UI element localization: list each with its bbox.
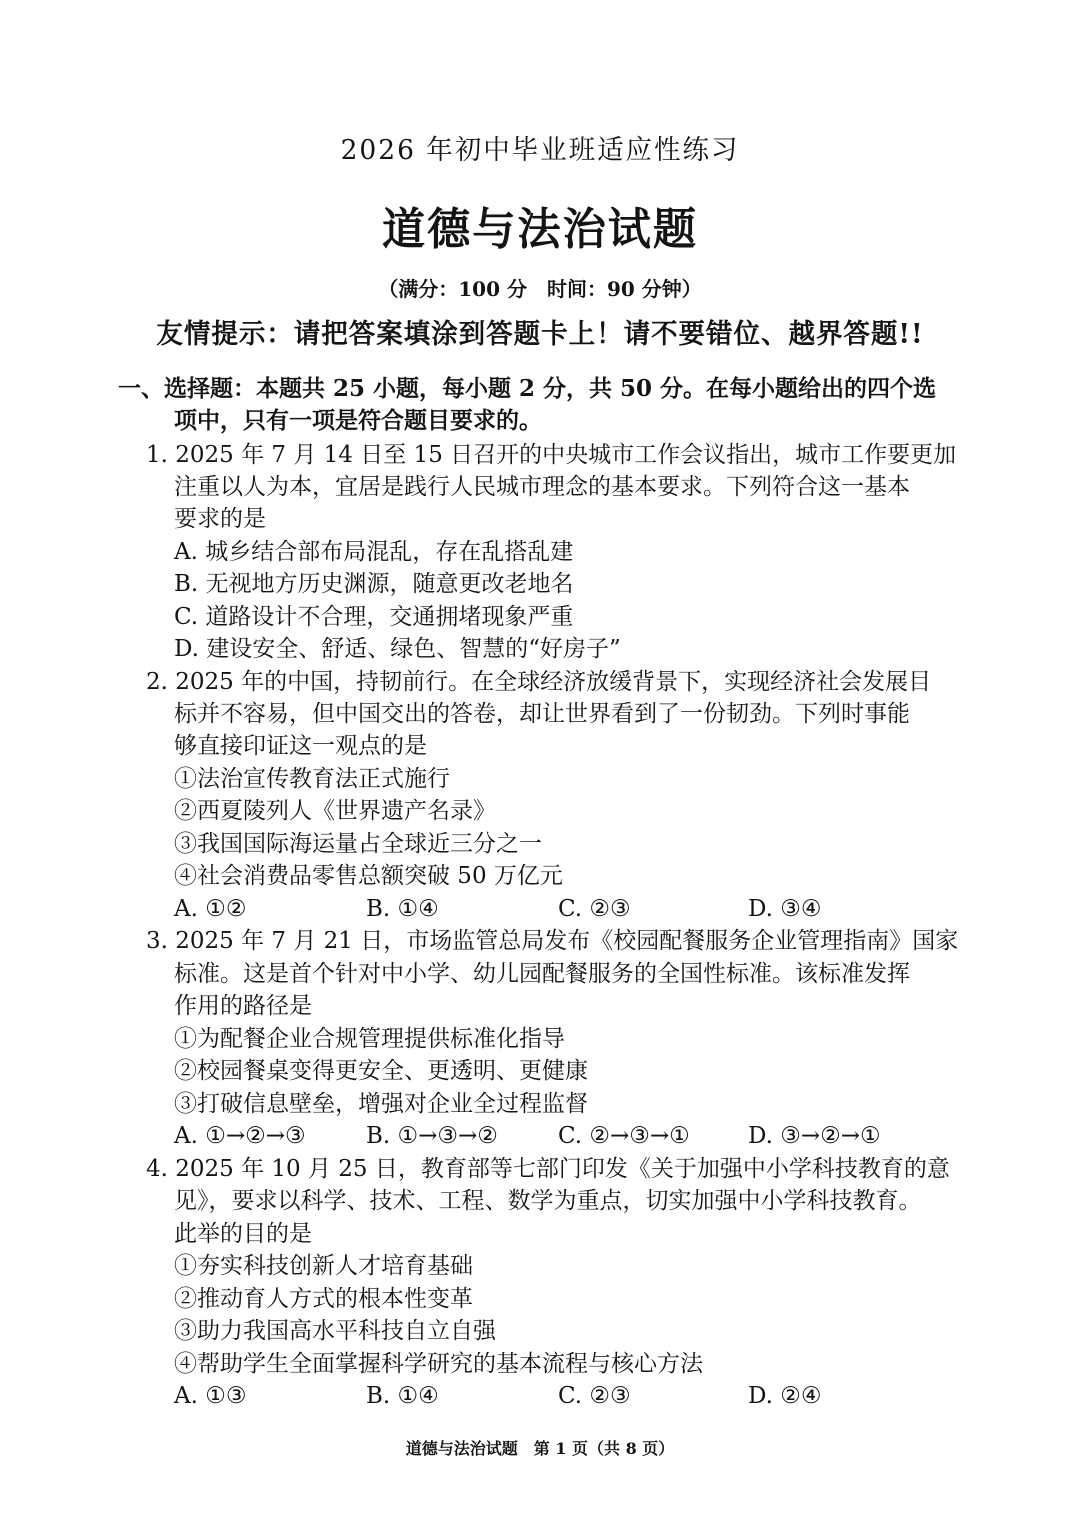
choice-b: B. ①④ — [366, 896, 439, 922]
choice-b: B. ①→③→② — [366, 1123, 498, 1149]
exam-subtitle: 2026 年初中毕业班适应性练习 — [340, 135, 740, 166]
page-footer: 道德与法治试题 第 1 页（共 8 页） — [405, 1439, 675, 1458]
option-d: D. 建设安全、舒适、绿色、智慧的“好房子” — [174, 636, 621, 662]
statement-item: ④社会消费品零售总额突破 50 万亿元 — [174, 863, 563, 889]
choice-c: C. ②③ — [558, 896, 631, 922]
statement-item: ②西夏陵列人《世界遗产名录》 — [174, 798, 496, 824]
statement-item: ②推动育人方式的根本性变革 — [174, 1286, 473, 1312]
option-c: C. 道路设计不合理，交通拥堵现象严重 — [174, 604, 574, 630]
question-stem-line: 3. 2025 年 7 月 21 日，市场监管总局发布《校园配餐服务企业管理指南》国家 — [146, 928, 959, 954]
question-stem-line: 1. 2025 年 7 月 14 日至 15 日召开的中央城市工作会议指出，城市工作要更加 — [146, 442, 957, 468]
statement-item: ②校园餐桌变得更安全、更透明、更健康 — [174, 1058, 588, 1084]
statement-item: ①法治宣传教育法正式施行 — [174, 766, 450, 792]
exam-time: 时间：90 分钟） — [546, 277, 702, 301]
choice-a: A. ①③ — [174, 1383, 247, 1409]
question-stem-line: 要求的是 — [174, 506, 266, 532]
choice-c: C. ②③ — [558, 1383, 631, 1409]
statement-item: ③助力我国高水平科技自立自强 — [174, 1318, 496, 1344]
question-stem-line: 注重以人为本，宜居是践行人民城市理念的基本要求。下列符合这一基本 — [174, 474, 910, 500]
option-b: B. 无视地方历史渊源，随意更改老地名 — [174, 571, 574, 597]
choice-d: D. ②④ — [748, 1383, 822, 1409]
exam-meta — [0, 273, 1080, 302]
question-stem-line: 此举的目的是 — [174, 1221, 312, 1247]
question-stem-line: 标准。这是首个针对中小学、幼儿园配餐服务的全国性标准。该标准发挥 — [174, 961, 910, 987]
friendly-tip: 友情提示：请把答案填涂到答题卡上！请不要错位、越界答题!! — [156, 319, 924, 350]
statement-item: ①为配餐企业合规管理提供标准化指导 — [174, 1026, 565, 1052]
choice-b: B. ①④ — [366, 1383, 439, 1409]
choice-a: A. ①② — [174, 896, 247, 922]
answer-choices — [0, 1380, 1080, 1412]
full-score: （满分：100 分 — [378, 277, 527, 301]
question-stem-line: 够直接印证这一观点的是 — [174, 733, 427, 759]
choice-d: D. ③→②→① — [748, 1123, 881, 1149]
choice-c: C. ②→③→① — [558, 1123, 690, 1149]
answer-choices — [0, 1120, 1080, 1152]
option-a: A. 城乡结合部布局混乱，存在乱搭乱建 — [174, 539, 574, 565]
choice-a: A. ①→②→③ — [174, 1123, 306, 1149]
section-heading-line-2: 项中，只有一项是符合题目要求的。 — [174, 407, 542, 434]
answer-choices — [0, 893, 1080, 925]
section-heading-line-1: 一、选择题：本题共 25 小题，每小题 2 分，共 50 分。在每小题给出的四个选 — [118, 375, 937, 402]
question-stem-line: 标并不容易，但中国交出的答卷，却让世界看到了一份韧劲。下列时事能 — [174, 701, 910, 727]
question-stem-line: 2. 2025 年的中国，持韧前行。在全球经济放缓背景下，实现经济社会发展目 — [146, 669, 932, 695]
exam-title: 道德与法治试题 — [381, 204, 699, 255]
choice-d: D. ③④ — [748, 896, 822, 922]
statement-item: ③我国国际海运量占全球近三分之一 — [174, 831, 542, 857]
statement-item: ①夯实科技创新人才培育基础 — [174, 1253, 473, 1279]
question-stem-line: 4. 2025 年 10 月 25 日，教育部等七部门印发《关于加强中小学科技教育的意 — [146, 1156, 950, 1182]
question-stem-line: 作用的路径是 — [174, 993, 312, 1019]
statement-item: ③打破信息壁垒，增强对企业全过程监督 — [174, 1091, 588, 1117]
question-stem-line: 见》，要求以科学、技术、工程、数学为重点，切实加强中小学科技教育。 — [174, 1188, 922, 1214]
statement-item: ④帮助学生全面掌握科学研究的基本流程与核心方法 — [174, 1351, 703, 1377]
